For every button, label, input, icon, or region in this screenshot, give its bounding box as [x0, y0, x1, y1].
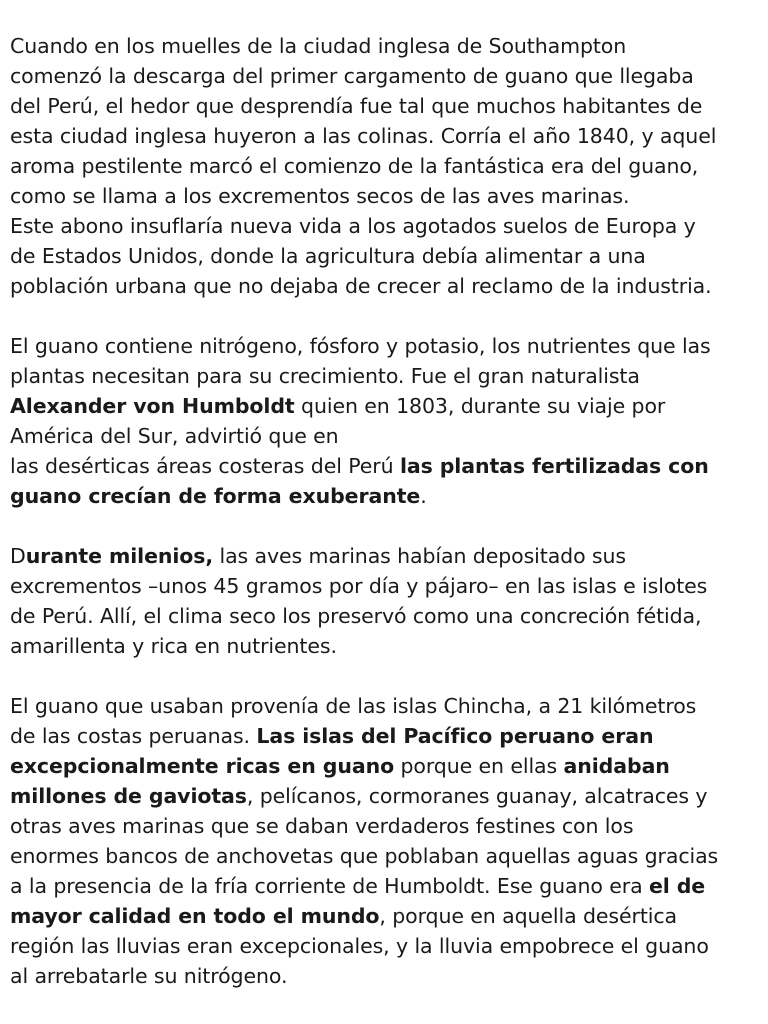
text-segment: al arrebatarle su nitrógeno.: [10, 964, 288, 988]
text-segment: , pelícanos, cormoranes guanay, alcatraces y: [246, 784, 708, 808]
text-segment: esta ciudad inglesa huyeron a las colinas. Corría el año 1840, y aquel: [10, 124, 717, 148]
text-line: [10, 721, 760, 751]
text-segment: Cuando en los muelles de la ciudad inglesa de Southampton: [10, 34, 627, 58]
text-segment: de las costas peruanas.: [10, 724, 257, 748]
text-line: [10, 31, 760, 61]
text-segment: como se llama a los excrementos secos de las aves marinas.: [10, 184, 630, 208]
text-line: [10, 391, 760, 421]
text-segment: aroma pestilente marcó el comienzo de la fantástica era del guano,: [10, 154, 699, 178]
paragraph-1: [10, 31, 760, 301]
text-line: [10, 61, 760, 91]
text-line: [10, 871, 760, 901]
text-segment: población urbana que no dejaba de crecer al reclamo de la industria.: [10, 274, 712, 298]
paragraph-spacer: [10, 301, 760, 331]
text-segment: región las lluvias eran excepcionales, y la lluvia empobrece el guano: [10, 934, 709, 958]
bold-text: excepcionalmente ricas en guano: [10, 754, 395, 778]
text-segment: América del Sur, advirtió que en: [10, 424, 339, 448]
text-segment: otras aves marinas que se daban verdaderos festines con los: [10, 814, 634, 838]
text-line: [10, 571, 760, 601]
text-segment: a la presencia de la fría corriente de Humboldt. Ese guano era: [10, 874, 649, 898]
text-line: [10, 211, 760, 241]
text-segment: porque en ellas: [394, 754, 564, 778]
text-line: [10, 481, 760, 511]
text-line: [10, 631, 760, 661]
text-line: [10, 541, 760, 571]
text-line: [10, 241, 760, 271]
text-segment: Este abono insuflaría nueva vida a los agotados suelos de Europa y: [10, 214, 696, 238]
paragraph-4: [10, 691, 760, 991]
bold-text: millones de gaviotas: [10, 784, 247, 808]
text-line: [10, 421, 760, 451]
text-segment: enormes bancos de anchovetas que poblaban aquellas aguas gracias: [10, 844, 719, 868]
text-segment: de Perú. Allí, el clima seco los preservó como una concreción fétida,: [10, 604, 702, 628]
text-segment: El guano que usaban provenía de las islas Chincha, a 21 kilómetros: [10, 694, 697, 718]
bold-text: las plantas fertilizadas con: [399, 454, 709, 478]
text-segment: excrementos –unos 45 gramos por día y pájaro– en las islas e islotes: [10, 574, 708, 598]
text-line: [10, 961, 760, 991]
text-segment: , porque en aquella desértica: [379, 904, 677, 928]
text-line: [10, 271, 760, 301]
text-line: [10, 931, 760, 961]
text-segment: D: [10, 544, 26, 568]
text-segment: las desérticas áreas costeras del Perú: [10, 454, 400, 478]
text-line: [10, 151, 760, 181]
paragraph-spacer: [10, 661, 760, 691]
paragraph-spacer: [10, 511, 760, 541]
text-line: [10, 601, 760, 631]
text-line: [10, 751, 760, 781]
text-line: [10, 121, 760, 151]
text-segment: plantas necesitan para su crecimiento. Fue el gran naturalista: [10, 364, 640, 388]
text-segment: El guano contiene nitrógeno, fósforo y potasio, los nutrientes que las: [10, 334, 711, 358]
text-line: [10, 901, 760, 931]
bold-text: urante milenios,: [25, 544, 214, 568]
paragraph-2: [10, 331, 760, 511]
text-line: [10, 91, 760, 121]
text-line: [10, 841, 760, 871]
text-segment: de Estados Unidos, donde la agricultura debía alimentar a una: [10, 244, 646, 268]
paragraph-3: [10, 541, 760, 661]
bold-text: anidaban: [563, 754, 670, 778]
bold-text: Alexander von Humboldt: [10, 394, 295, 418]
bold-text: Las islas del Pacífico peruano eran: [256, 724, 654, 748]
bold-text: el de: [648, 874, 706, 898]
text-segment: las aves marinas habían depositado sus: [213, 544, 626, 568]
text-segment: quien en 1803, durante su viaje por: [294, 394, 666, 418]
text-segment: amarillenta y rica en nutrientes.: [10, 634, 337, 658]
text-line: [10, 451, 760, 481]
text-line: [10, 181, 760, 211]
bold-text: guano crecían de forma exuberante: [10, 484, 421, 508]
text-segment: .: [420, 484, 427, 508]
text-segment: comenzó la descarga del primer cargamento de guano que llegaba: [10, 64, 694, 88]
text-line: [10, 811, 760, 841]
text-line: [10, 781, 760, 811]
text-line: [10, 691, 760, 721]
text-segment: del Perú, el hedor que desprendía fue tal que muchos habitantes de: [10, 94, 703, 118]
bold-text: mayor calidad en todo el mundo: [10, 904, 380, 928]
text-line: [10, 331, 760, 361]
text-line: [10, 361, 760, 391]
